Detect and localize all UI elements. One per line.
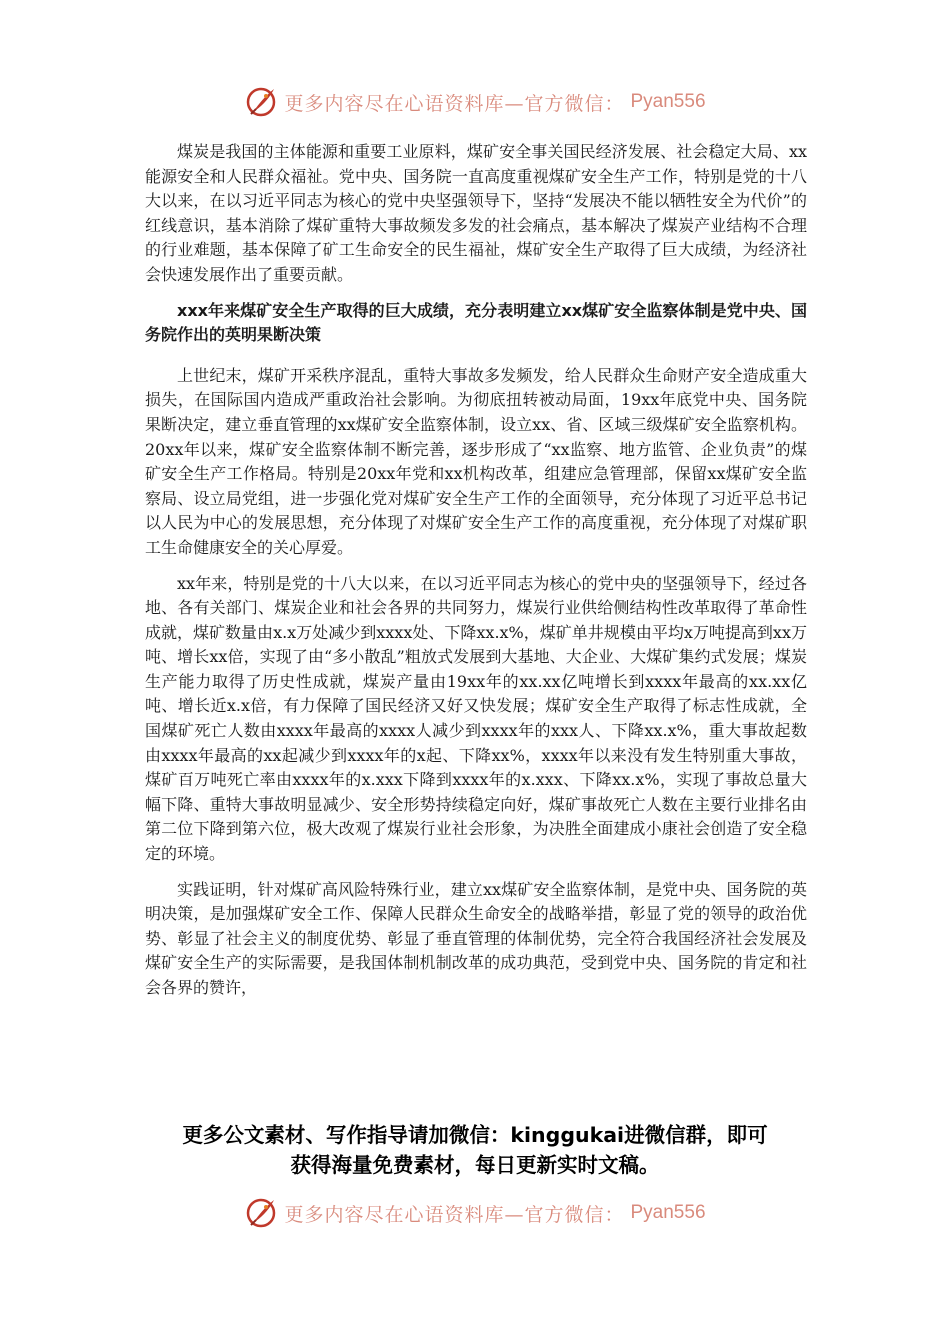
footer-banner-text: 更多内容尽在心语资料库—官方微信：	[284, 1203, 625, 1226]
paragraph-achievements: xx年来，特别是党的十八大以来，在以习近平同志为核心的党中央的坚强领导下，经过各地、各有关部门、煤炭企业和社会各界的共同努力，煤炭行业供给侧结构性改革取得了革命性成就，煤矿数量由x.x万处减少到xxxx处、下降xx.x%，煤矿单井规模由平均x万吨提高到xx万吨、增长xx倍，实现了由“多小散乱”粗放式发展到大基地、大企业、大煤矿集约式发展；煤炭生产能力取得了历史性成就，煤炭产量由19xx年的xx.xx亿吨增长到xxxx年最高的xx.xx亿吨、增长近x.x倍，有力保障了国民经济又好又快发展；煤矿安全生产取得了标志性成就，全国煤矿死亡人数由xxxx年最高的xxxx人减少到xxxx年的xxx人、下降xx.x%，重大事故起数由xxxx年最高的xx起减少到xxxx年的x起、下降xx%，xxxx年以来没有发生特别重大事故，煤矿百万吨死亡率由xxxx年的x.xxx下降到xxxx年的x.xxx、下降xx.x%，实现了事故总量大幅下降、重特大事故明显减少、安全形势持续稳定向好，煤矿事故死亡人数在主要行业排名由第二位下降到第六位，极大改观了煤炭行业社会形象，为决胜全面建成小康社会创造了安全稳定的环境。	[145, 573, 807, 864]
paragraph-conclusion: 实践证明，针对煤矿高风险特殊行业，建立xx煤矿安全监察体制，是党中央、国务院的英明决策，是加强煤矿安全工作、保障人民群众生命安全的战略举措，彰显了党的领导的政治优势、彰显了社会主义的制度优势、彰显了垂直管理的体制优势，完全符合我国经济社会发展及煤矿安全生产的实际需要，是我国体制机制改革的成功典范，受到党中央、国务院的肯定和社会各界的赞许，	[145, 879, 807, 997]
footer-banner	[0, 1193, 950, 1233]
header-banner-text: 更多内容尽在心语资料库—官方微信：	[284, 92, 625, 115]
quill-logo-icon	[244, 1196, 278, 1230]
document-body	[145, 140, 807, 1012]
quill-logo-icon	[244, 85, 278, 119]
paragraph-intro: 煤炭是我国的主体能源和重要工业原料，煤矿安全事关国民经济发展、社会稳定大局、xx能源安全和人民群众福祉。党中央、国务院一直高度重视煤矿安全生产工作，特别是党的十八大以来，在以习近平同志为核心的党中央坚强领导下，坚持“发展决不能以牺牲安全为代价”的红线意识，基本消除了煤矿重特大事故频发多发的社会痛点，基本解决了煤炭产业结构不合理的行业难题，基本保障了矿工生命安全的民生福祉，煤矿安全生产取得了巨大成绩，为经济社会快速发展作出了重要贡献。	[145, 142, 807, 284]
promo-line-2: 获得海量免费素材，每日更新实时文稿。	[290, 1153, 660, 1177]
header-banner-handle: Pyan556	[630, 91, 706, 112]
paragraph-history: 上世纪末，煤矿开采秩序混乱，重特大事故多发频发，给人民群众生命财产安全造成重大损失，在国际国内造成严重政治社会影响。为彻底扭转被动局面，19xx年底党中央、国务院果断决定，建立垂直管理的xx煤矿安全监察体制，设立xx、省、区域三级煤矿安全监察机构。20xx年以来，煤矿安全监察体制不断完善，逐步形成了“xx监察、地方监管、企业负责”的煤矿安全生产工作格局。特别是20xx年党和xx机构改革，组建应急管理部，保留xx煤矿安全监察局、设立局党组，进一步强化党对煤矿安全生产工作的全面领导，充分体现了习近平总书记以人民为中心的发展思想，充分体现了对煤矿安全生产工作的高度重视，充分体现了对煤矿职工生命健康安全的关心厚爱。	[145, 365, 807, 557]
section-heading: xxx年来煤矿安全生产取得的巨大成绩，充分表明建立xx煤矿安全监察体制是党中央、国务院作出的英明果断决策	[145, 300, 807, 345]
footer-banner-handle: Pyan556	[630, 1202, 706, 1223]
header-banner	[0, 82, 950, 122]
promo-line-1: 更多公文素材、写作指导请加微信：kinggukai进微信群，即可	[182, 1123, 768, 1147]
promo-notice	[100, 1120, 850, 1180]
